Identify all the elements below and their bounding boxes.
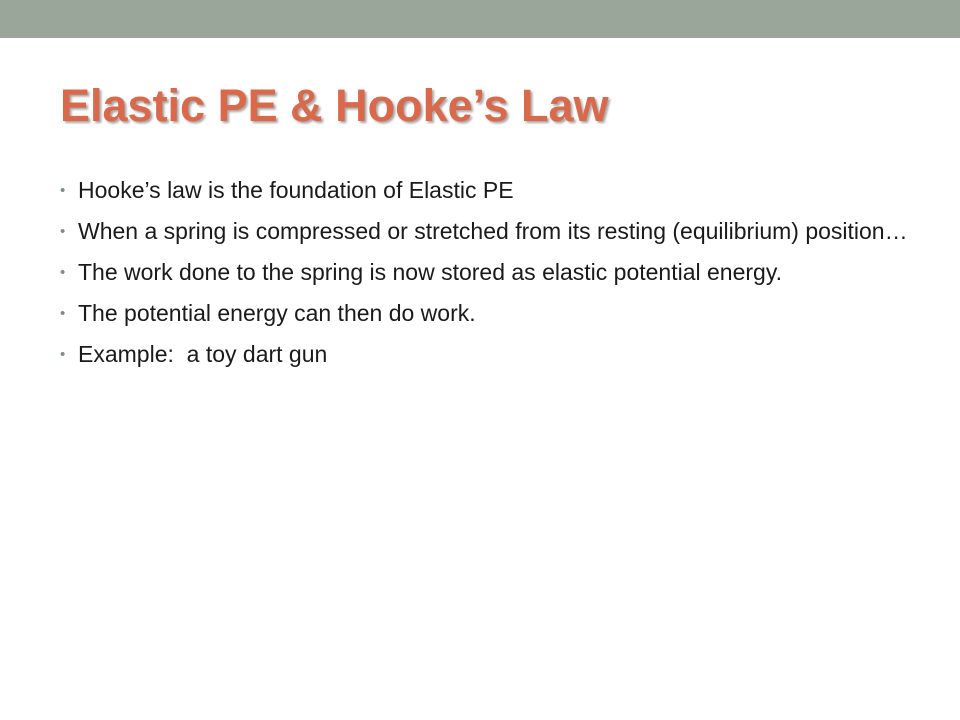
bullet-text: Example: a toy dart gun <box>78 341 328 367</box>
slide-title: Elastic PE & Hooke’s Law <box>60 80 609 131</box>
bullet-text: The potential energy can then do work. <box>78 300 476 326</box>
bullet-dot-icon: • <box>60 305 66 322</box>
bullet-dot-icon: • <box>60 346 66 363</box>
bullet-list <box>60 175 920 380</box>
top-accent-band <box>0 0 960 38</box>
bullet-item <box>60 298 920 329</box>
bullet-text: When a spring is compressed or stretched from its resting (equilibrium) position… <box>78 218 908 244</box>
bullet-dot-icon: • <box>60 182 66 199</box>
bullet-item <box>60 175 920 206</box>
bullet-item <box>60 216 920 247</box>
bullet-text: Hooke’s law is the foundation of Elastic PE <box>78 177 514 203</box>
bullet-item <box>60 257 920 288</box>
bullet-dot-icon: • <box>60 264 66 281</box>
bullet-item <box>60 339 920 370</box>
bullet-dot-icon: • <box>60 223 66 240</box>
bullet-text: The work done to the spring is now stored as elastic potential energy. <box>78 259 783 285</box>
